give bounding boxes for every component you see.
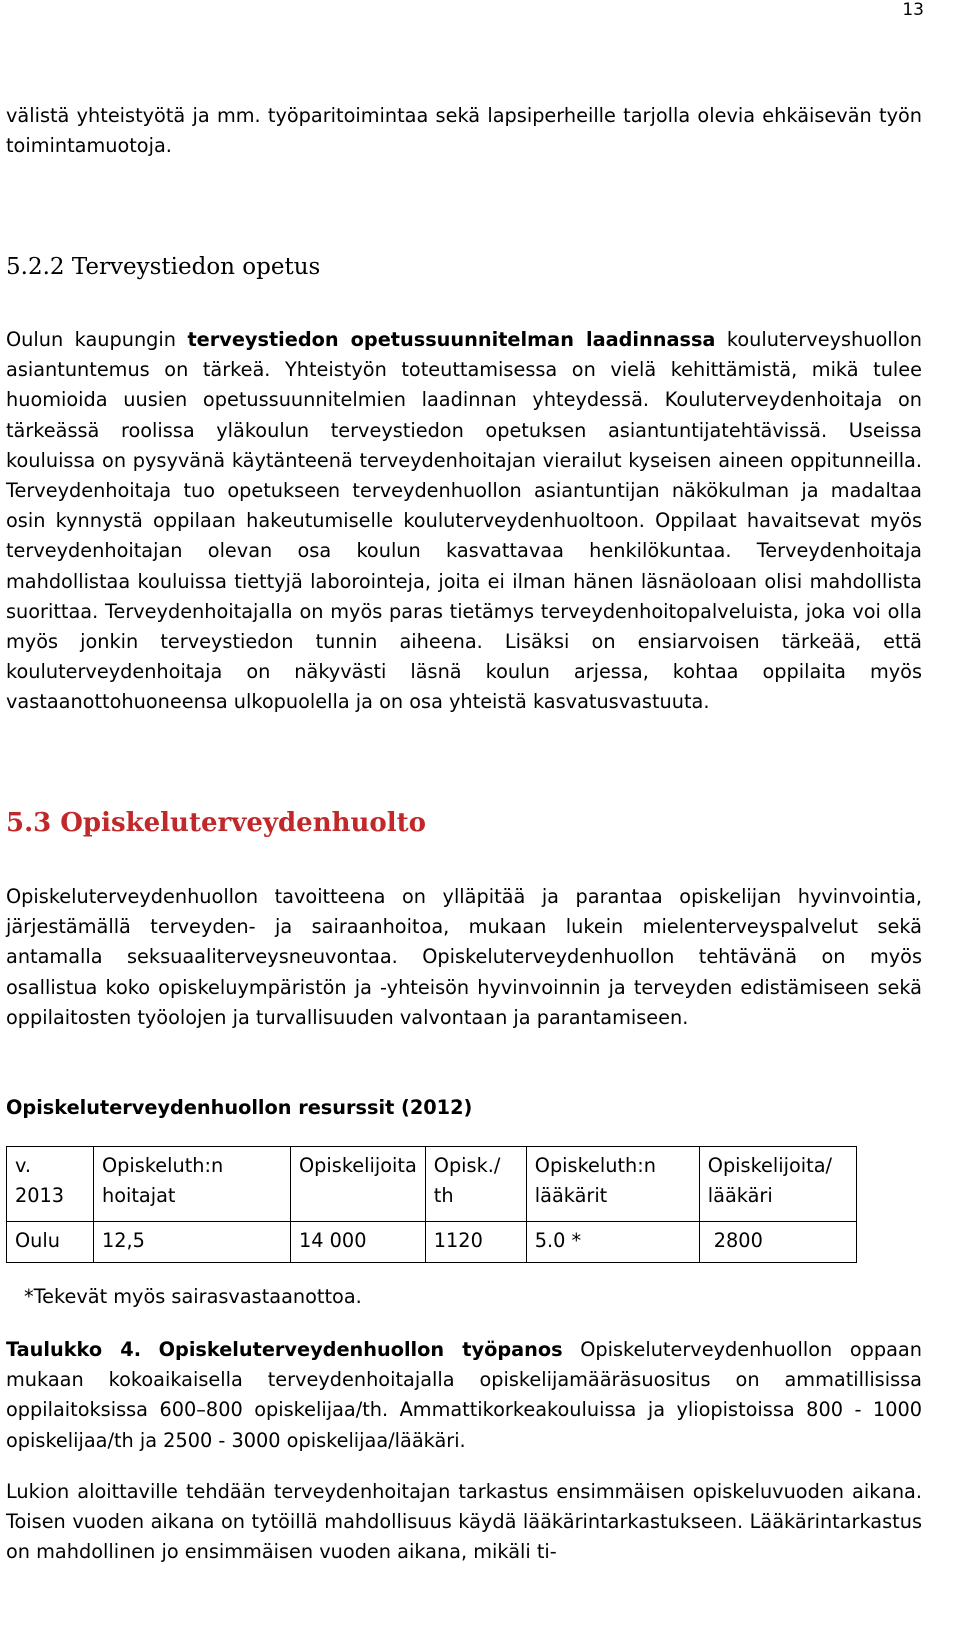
table-cell: 2800 bbox=[699, 1222, 856, 1263]
intro-paragraph: välistä yhteistyötä ja mm. työparitoimintaa sekä lapsiperheille tarjolla olevia ehkäisevän työn toimintamuotoja. bbox=[6, 104, 922, 158]
section-522-paragraph bbox=[6, 325, 922, 718]
table-header-cell: Opiskelijoita/ lääkäri bbox=[699, 1147, 856, 1222]
table-cell: 1120 bbox=[425, 1222, 526, 1263]
page-number: 13 bbox=[902, 0, 924, 20]
table-header-cell: Opiskeluth:n hoitajat bbox=[94, 1147, 291, 1222]
table-cell: 5.0 * bbox=[526, 1222, 699, 1263]
table-header-cell: Opiskelijoita bbox=[291, 1147, 426, 1222]
section-522-heading: 5.2.2 Terveystiedon opetus bbox=[6, 254, 321, 280]
caption-text: Opiskeluterveydenhuollon oppaan mukaan kokoaikaisella terveydenhoitajalla opiskelijamääräsuositus on ammatillisissa oppilaitoksissa 600–800 opiskelijaa/th. Ammattikorkeakouluissa ja yliopistoissa 800 - 1000 opiskelijaa/th ja 2500 - 3000 opiskelijaa/lääkäri. bbox=[6, 1338, 922, 1452]
closing-paragraph: Lukion aloittaville tehdään terveydenhoitajan tarkastus ensimmäisen opiskeluvuoden aikana. Toisen vuoden aikana on tytöillä mahdollisuus käydä lääkärintarkastukseen. Lääkärintarkastus on mahdollinen jo ensimmäisen vuoden aikana, mikäli ti- bbox=[6, 1480, 922, 1564]
resources-table bbox=[6, 1146, 857, 1263]
section-522-lead: Oulun kaupungin bbox=[6, 328, 188, 351]
table-header-cell: Opisk./ th bbox=[425, 1147, 526, 1222]
section-53-paragraph: Opiskeluterveydenhuollon tavoitteena on ylläpitää ja parantaa opiskelijan hyvinvointia, järjestämällä terveyden- ja sairaanhoitoa, mukaan lukein mielenterveyspalvelut sekä antamalla seksuaaliterveysneuvontaa. Opiskeluterveydenhuollon tehtävänä on myös osallistua koko opiskeluympäristön ja -yhteisön hyvinvoinnin ja terveyden edistämiseen sekä oppilaitosten työolojen ja turvallisuuden valvontaan ja parantamiseen. bbox=[6, 885, 922, 1029]
table-header-cell: v. 2013 bbox=[7, 1147, 94, 1222]
table-header-row bbox=[7, 1147, 857, 1222]
section-522-body: kouluterveyshuollon asiantuntemus on tärkeä. Yhteistyön toteuttamisessa on vielä kehittämistä, mikä tulee huomioida uusien opetussuunnitelmien laadinnan yhteydessä. Kouluterveydenhoitaja on tärkeässä roolissa yläkoulun terveystiedon opetuksen asiantuntijatehtävissä. Useissa kouluissa on pysyvänä käytänteenä terveydenhoitajan vierailut kyseisen aineen oppitunneilla. Terveydenhoitaja tuo opetukseen terveydenhuollon asiantuntijan näkökulman ja madaltaa osin kynnystä oppilaan hakeutumiselle kouluterveydenhuoltoon. Oppilaat havaitsevat myös terveydenhoitajan olevan osa koulun kasvattavaa henkilökuntaa. Terveydenhoitaja mahdollistaa kouluissa tiettyjä laborointeja, joita ei ilman hänen läsnäoloaan olisi mahdollista suorittaa. Terveydenhoitajalla on myös paras tietämys terveydenhoitopalveluista, joka voi olla myös jonkin terveystiedon tunnin aiheena. Lisäksi on ensiarvoisen tärkeää, että kouluterveydenhoitaja on näkyvästi läsnä koulun arjessa, kohtaa oppilaita myös vastaanottohuoneensa ulkopuolella ja on osa yhteistä kasvatusvastuuta. bbox=[6, 328, 923, 714]
table-title: Opiskeluterveydenhuollon resurssit (2012) bbox=[6, 1096, 473, 1119]
table-cell: 12,5 bbox=[94, 1222, 291, 1263]
table-caption bbox=[6, 1335, 922, 1456]
table-header-cell: Opiskeluth:n lääkärit bbox=[526, 1147, 699, 1222]
table-row bbox=[7, 1222, 857, 1263]
caption-label: Taulukko 4. bbox=[6, 1338, 142, 1361]
section-53-heading: 5.3 Opiskeluterveydenhuolto bbox=[6, 808, 426, 838]
table-cell: 14 000 bbox=[291, 1222, 426, 1263]
section-522-lead-bold: terveystiedon opetussuunnitelman laadinnassa bbox=[187, 328, 716, 351]
caption-title: Opiskeluterveydenhuollon työpanos bbox=[158, 1338, 563, 1361]
table-cell: Oulu bbox=[7, 1222, 94, 1263]
table-footnote: *Tekevät myös sairasvastaanottoa. bbox=[24, 1285, 362, 1308]
